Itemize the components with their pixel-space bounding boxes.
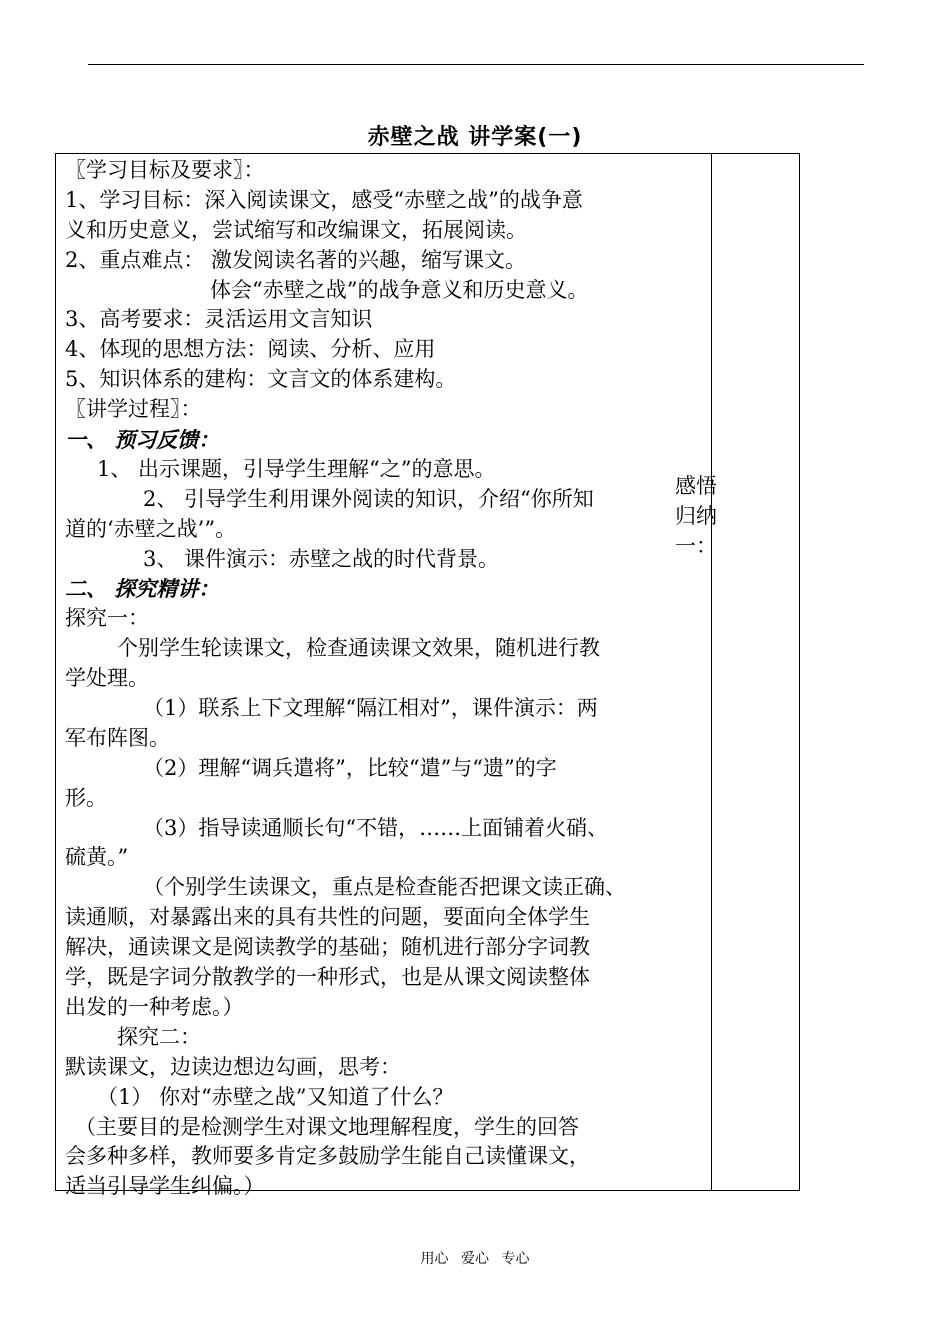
content-line: 默读课文，边读边想边勾画，思考： (65, 1054, 401, 1079)
content-line: 读通顺，对暴露出来的具有共性的问题，要面向全体学生 (65, 905, 590, 930)
content-line: 探究一： (65, 606, 149, 631)
content-line: 学，既是字词分散教学的一种形式，也是从课文阅读整体 (65, 965, 590, 990)
content-line: 探究二： (117, 1024, 201, 1049)
content-line: 形。 (65, 785, 107, 810)
content-line: （2）理解“调兵遣将”，比较“遣”与“遗”的字 (143, 755, 557, 780)
content-line: 3、高考要求：灵活运用文言知识 (65, 307, 373, 332)
content-line: 3、 课件演示：赤壁之战的时代背景。 (143, 546, 500, 571)
side-note-line: 一： (675, 533, 717, 558)
page-footer: 用心 爱心 专心 (420, 1251, 530, 1267)
side-note-cell (675, 472, 735, 561)
content-line: 〖学习目标及要求〗： (65, 158, 265, 182)
content-line: 二、 探究精讲： (65, 576, 220, 602)
content-line: 4、体现的思想方法：阅读、分析、应用 (65, 337, 436, 362)
content-line: （1） 你对“赤壁之战”又知道了什么？ (97, 1084, 454, 1109)
content-line: 解决，通读课文是阅读教学的基础；随机进行部分字词教 (65, 935, 590, 960)
content-line: 2、重点难点： 激发阅读名著的兴趣，缩写课文。 (65, 247, 527, 272)
content-line: 学处理。 (65, 666, 149, 691)
lesson-table (55, 153, 800, 1199)
content-line: 一、 预习反馈： (65, 427, 220, 453)
content-line: 〖讲学过程〗： (65, 397, 202, 422)
content-line: 硫黄。” (65, 845, 129, 870)
column-divider (711, 154, 712, 1190)
content-line: 个别学生轮读课文，检查通读课文效果，随机进行教 (117, 636, 600, 661)
content-line: 道的‘赤壁之战’”。 (65, 516, 237, 541)
content-line: 1、学习目标：深入阅读课文，感受“赤壁之战”的战争意 (65, 187, 583, 212)
header-rule (88, 64, 864, 65)
content-line: （3）指导读通顺长句“不错，……上面铺着火硝、 (143, 815, 609, 840)
side-note-line: 归纳 (675, 503, 717, 528)
lesson-content-cell (65, 156, 705, 1202)
content-line: 会多种多样，教师要多肯定多鼓励学生能自己读懂课文， (65, 1144, 590, 1169)
content-line: 适当引导学生纠偏。） (65, 1174, 265, 1199)
content-line: （个别学生读课文，重点是检查能否把课文读正确、 (143, 875, 626, 900)
side-note-line: 感悟 (675, 474, 717, 498)
content-line: 军布阵图。 (65, 725, 170, 750)
content-line: 体会“赤壁之战”的战争意义和历史意义。 (210, 277, 589, 302)
document-title: 赤壁之战 讲学案(一) (367, 125, 583, 150)
content-line: 5、知识体系的建构：文言文的体系建构。 (65, 367, 457, 392)
content-line: （主要目的是检测学生对课文地理解程度，学生的回答 (75, 1114, 579, 1139)
content-line: 2、 引导学生利用课外阅读的知识，介绍“你所知 (143, 486, 594, 511)
content-line: 出发的一种考虑。） (65, 994, 244, 1019)
content-line: （1）联系上下文理解“隔江相对”，课件演示：两 (143, 696, 598, 721)
content-line: 1、 出示课题，引导学生理解“之”的意思。 (97, 456, 496, 481)
content-line: 义和历史意义，尝试缩写和改编课文，拓展阅读。 (65, 217, 527, 242)
